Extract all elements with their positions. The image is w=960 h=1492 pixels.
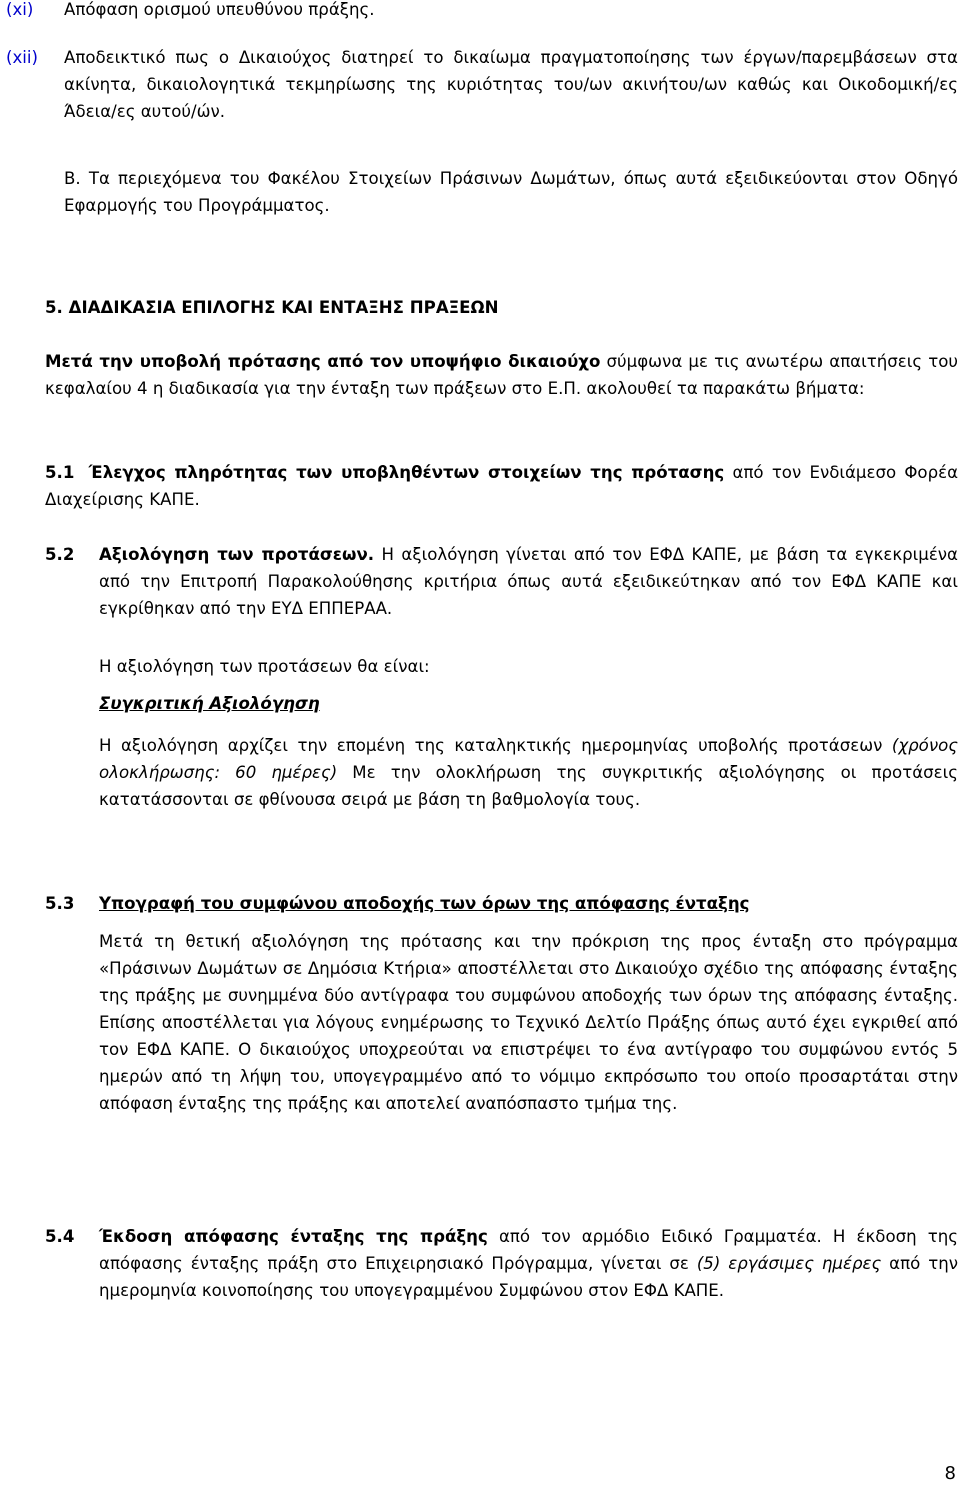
- section-5-3-body: Μετά τη θετική αξιολόγηση της πρότασης και την πρόκριση της προς ένταξη στο πρόγραμμα «Πράσινων Δωμάτων σε Δημόσια Κτήρια» αποστέλλεται στο Δικαιούχο σχέδιο της απόφασης ένταξης της πράξης με συνημμένα δύο αντίγραφα του συμφώνου αποδοχής των όρων της απόφασης ένταξης. Επίσης αποστέλλεται για λόγους ενημέρωσης το Τεχνικό Δελτίο Πράξης όπως αυτό έχει εγκριθεί από τον ΕΦΔ ΚΑΠΕ. Ο δικαιούχος υποχρεούται να επιστρέψει το ένα αντίγραφο του συμφώνου εντός 5 ημερών από τη λήψη του, υπογεγραμμένο από το νόμιμο εκπρόσωπο του οποίο προσαρτάται στην απόφαση ένταξης της πράξης και αποτελεί αναπόσπαστο τμήμα της.: [99, 932, 958, 1113]
- section-5-4-body: [99, 1223, 958, 1304]
- list-item-xii: [0, 44, 958, 125]
- evaluation-paragraph-part2: Με την ολοκλήρωση της συγκριτικής αξιολόγησης οι προτάσεις κατατάσσονται σε φθίνουσα σειρά με βάση τη βαθμολογία τους.: [99, 763, 958, 809]
- list-item-text: Απόφαση ορισμού υπευθύνου πράξης.: [64, 0, 375, 19]
- list-item-xi: [0, 0, 958, 23]
- evaluation-heading-text: Συγκριτική Αξιολόγηση: [99, 694, 320, 713]
- list-item-number: (xii): [6, 48, 38, 67]
- section-5-4-rest1: από τον αρμόδιο Ειδικό Γραμματέα. Η έκδοση της απόφασης ένταξης πράξη στο Επιχειρησιακό Πρόγραμμα, γίνεται σε: [99, 1227, 958, 1273]
- section-b-label: Β.: [64, 169, 81, 188]
- section-5-4-title: Έκδοση απόφασης ένταξης της πράξης: [99, 1227, 488, 1246]
- section-5-1-number: 5.1: [45, 463, 75, 482]
- evaluation-intro: Η αξιολόγηση των προτάσεων θα είναι:: [99, 657, 430, 676]
- section-5-1-title: Έλεγχος πληρότητας των υποβληθέντων στοιχείων της πρότασης: [88, 463, 725, 482]
- section-5-intro-rest: σύμφωνα με τις ανωτέρω απαιτήσεις του κεφαλαίου 4 η διαδικασία για την ένταξη των πράξεων στο Ε.Π. ακολουθεί τα παρακάτω βήματα:: [45, 352, 958, 398]
- section-b-text: Τα περιεχόμενα του Φακέλου Στοιχείων Πράσινων Δωμάτων, όπως αυτά εξειδικεύονται στον Οδηγό Εφαρμογής του Προγράμματος.: [64, 169, 958, 215]
- section-5-2-body: [99, 541, 958, 622]
- section-5-3-title: Υπογραφή του συμφώνου αποδοχής των όρων της απόφασης ένταξης: [99, 894, 750, 913]
- evaluation-paragraph-italic: (χρόνος ολοκλήρωσης: 60 ημέρες): [99, 736, 958, 782]
- section-5-4-rest2: από την ημερομηνία κοινοποίησης του υπογεγραμμένου Συμφώνου στον ΕΦΔ ΚΑΠΕ.: [99, 1254, 958, 1300]
- list-item-number: (xi): [6, 0, 34, 19]
- section-5-2-rest: Η αξιολόγηση γίνεται από τον ΕΦΔ ΚΑΠΕ, με βάση τα εγκεκριμένα από την Επιτροπή Παρακολούθησης κριτήρια όπως αυτά εξειδικεύτηκαν από τον ΕΦΔ ΚΑΠΕ και εγκρίθηκαν από την ΕΥΔ ΕΠΠΕΡΑΑ.: [99, 545, 958, 618]
- section-5-heading: 5. ΔΙΑΔΙΚΑΣΙΑ ΕΠΙΛΟΓΗΣ ΚΑΙ ΕΝΤΑΞΗΣ ΠΡΑΞΕΩΝ: [45, 298, 499, 317]
- list-item-text: Αποδεικτικό πως ο Δικαιούχος διατηρεί το δικαίωμα πραγματοποίησης των έργων/παρεμβάσεων στα ακίνητα, δικαιολογητικά τεκμηρίωσης της κυριότητας του/ων ακινήτου/ων καθώς και Οικοδομική/ες Άδεια/ες αυτού/ών.: [64, 48, 958, 121]
- section-5-4-italic: (5) εργάσιμες ημέρες: [696, 1254, 882, 1273]
- page-number: 8: [944, 1463, 956, 1484]
- evaluation-heading: [99, 690, 958, 717]
- section-5-4-number: 5.4: [45, 1227, 75, 1246]
- section-5-3-number: 5.3: [45, 894, 75, 913]
- section-5-intro-bold: Μετά την υποβολή πρότασης από τον υποψήφιο δικαιούχο: [45, 352, 601, 371]
- section-5-intro: [45, 348, 958, 402]
- section-5-1-rest: από τον Ενδιάμεσο Φορέα Διαχείρισης ΚΑΠΕ.: [45, 463, 959, 509]
- section-5-2-number: 5.2: [45, 545, 75, 564]
- section-5-2-title: Αξιολόγηση των προτάσεων.: [99, 545, 375, 564]
- section-b: [64, 165, 958, 219]
- section-5-1: [45, 459, 958, 513]
- evaluation-paragraph: [99, 732, 958, 813]
- evaluation-paragraph-part1: Η αξιολόγηση αρχίζει την επομένη της καταληκτικής ημερομηνίας υποβολής προτάσεων: [99, 736, 892, 755]
